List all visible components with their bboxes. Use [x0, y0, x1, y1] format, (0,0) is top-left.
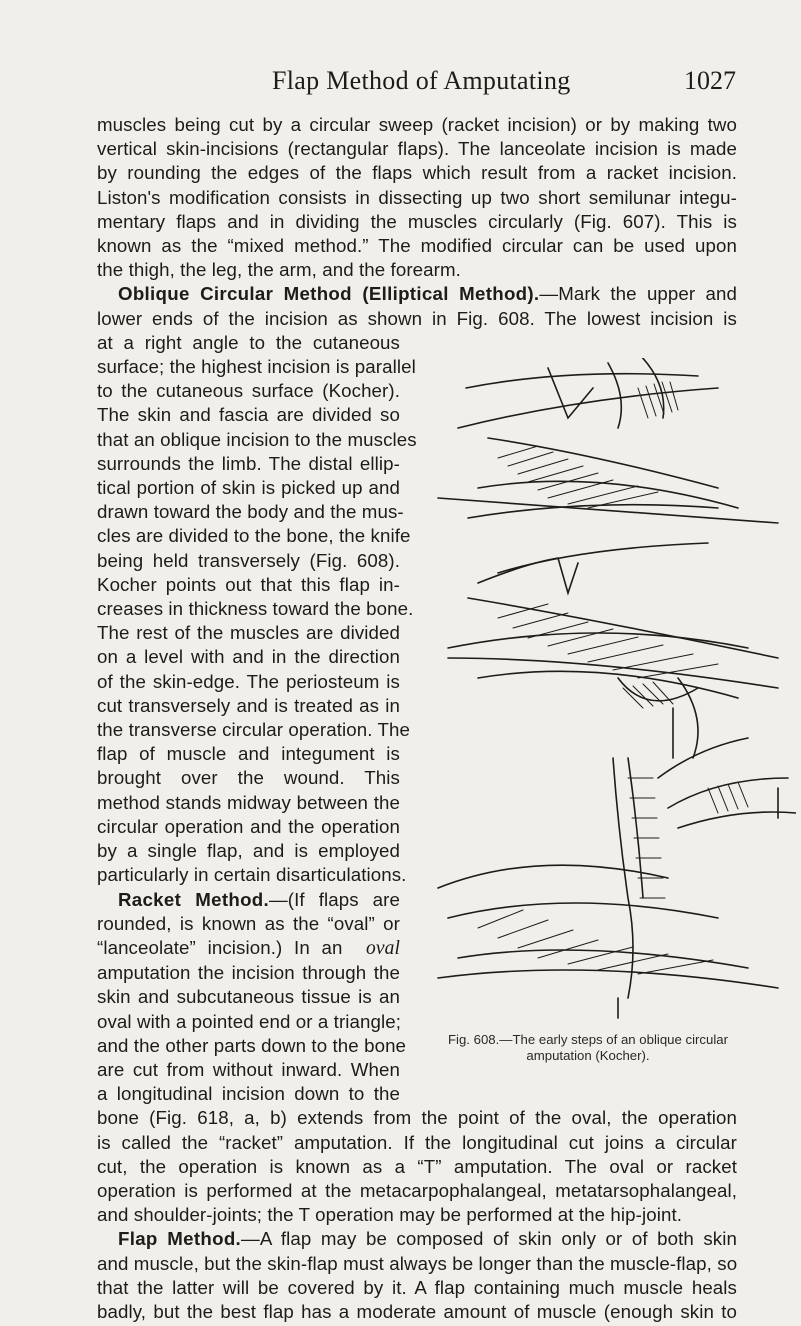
- text-line: oval with a pointed end or a triangle;: [97, 1010, 402, 1032]
- figure-caption: [418, 1032, 758, 1064]
- text-line: operation is performed at the metacarpophalangeal, metatarsophalangeal,: [97, 1179, 737, 1201]
- text-line: muscles being cut by a circular sweep (racket incision) or by making two: [97, 114, 737, 135]
- section-heading-flap: Flap Method.: [118, 1228, 242, 1250]
- figure-608-illustration: [418, 358, 796, 1022]
- text-line: and the other parts down to the bone: [97, 1034, 407, 1056]
- caption-line: amputation (Kocher).: [526, 1048, 650, 1063]
- text-line: surrounds the limb. The distal ellip-: [97, 452, 400, 474]
- section-heading-racket: Racket Method.: [118, 888, 270, 910]
- text-line: a longitudinal incision down to the: [97, 1083, 400, 1105]
- text-line: Kocher points out that this flap in-: [97, 573, 400, 595]
- text-line: flap of muscle and integument is: [97, 743, 400, 765]
- text-line: brought over the wound. This: [97, 767, 400, 789]
- text-line: the transverse circular operation. The: [97, 719, 410, 741]
- text-line: of the skin-edge. The periosteum is: [97, 670, 400, 692]
- text-run: “lanceolate” incision.) In an: [97, 936, 343, 958]
- text-run: —(If flaps are: [269, 888, 400, 910]
- text-line: are cut from without inward. When: [97, 1058, 400, 1080]
- text-line-with-italic: [97, 936, 400, 961]
- text-line: tical portion of skin is picked up and: [97, 477, 400, 499]
- text-line: method stands midway between the: [97, 791, 400, 813]
- text-line: by a single flap, and is employed: [97, 840, 400, 862]
- text-line: bone (Fig. 618, a, b) extends from the point of the oval, the operation: [97, 1107, 737, 1129]
- running-header: [0, 66, 801, 102]
- section-flap-first-line: [97, 1227, 737, 1251]
- text-line: creases in thickness toward the bone.: [97, 598, 414, 620]
- text-line: Liston's modification consists in dissecting up two short semilunar integu-: [97, 186, 737, 208]
- text-line: and shoulder-joints; the T operation may be performed at the hip-joint.: [97, 1204, 683, 1226]
- text-line: mentary flaps and in dividing the muscles circularly (Fig. 607). This is: [97, 210, 737, 232]
- figure-step-2: [448, 543, 778, 758]
- text-line: by rounding the edges of the flaps which result from a racket incision.: [97, 162, 737, 184]
- text-line: to the cutaneous surface (Kocher).: [97, 380, 400, 402]
- figure-step-3: [438, 738, 796, 1018]
- figure-step-1: [438, 358, 778, 523]
- text-line: at a right angle to the cutaneous: [97, 331, 400, 353]
- text-line: vertical skin-incisions (rectangular flaps). The lanceolate incision is made: [97, 138, 737, 160]
- text-line: lower ends of the incision as shown in Fig. 608. The lowest incision is: [97, 307, 737, 329]
- text-line: amputation the incision through the: [97, 962, 400, 984]
- text-line: the thigh, the leg, the arm, and the forearm.: [97, 259, 461, 281]
- caption-line: Fig. 608.—The early steps of an oblique circular: [447, 1032, 728, 1047]
- text-run: —Mark the upper and: [539, 283, 737, 305]
- text-line: cles are divided to the bone, the knife: [97, 525, 411, 547]
- text-line: cut transversely and is treated as in: [97, 694, 400, 716]
- text-line: being held transversely (Fig. 608).: [97, 549, 400, 571]
- section-racket-first-line: [97, 888, 400, 912]
- text-line: The skin and fascia are divided so: [97, 404, 400, 426]
- text-line: drawn toward the body and the mus-: [97, 501, 404, 523]
- running-title: Flap Method of Amputating: [272, 66, 571, 95]
- text-line: that the latter will be covered by it. A flap containing much muscle heals: [97, 1276, 737, 1298]
- text-line: The rest of the muscles are divided: [97, 622, 400, 644]
- hatching-2: [498, 604, 718, 708]
- text-line: on a level with and in the direction: [97, 646, 400, 668]
- italic-word: oval: [366, 937, 400, 959]
- text-line: known as the “mixed method.” The modified circular can be used upon: [97, 235, 737, 257]
- amputation-illustration: [418, 358, 796, 1022]
- text-run: —A flap may be composed of skin only or of both skin: [241, 1228, 737, 1250]
- text-line: rounded, is known as the “oval” or: [97, 912, 400, 934]
- text-line: skin and subcutaneous tissue is an: [97, 986, 400, 1008]
- section-heading-oblique: Oblique Circular Method (Elliptical Method).: [118, 283, 540, 305]
- text-line: that an oblique incision to the muscles: [97, 428, 417, 450]
- page-number: 1027: [684, 66, 736, 95]
- section-oblique-first-line: [97, 282, 737, 306]
- text-line: badly, but the best flap has a moderate amount of muscle (enough skin to: [97, 1300, 737, 1322]
- text-line: cut, the operation is known as a “T” amputation. The oval or racket: [97, 1155, 737, 1177]
- text-line: particularly in certain disarticulations.: [97, 864, 407, 886]
- text-line: and muscle, but the skin-flap must always be longer than the muscle-flap, so: [97, 1252, 738, 1274]
- text-line: surface; the highest incision is parallel: [97, 356, 416, 378]
- text-line: circular operation and the operation: [97, 815, 400, 837]
- hatching-3: [478, 778, 748, 974]
- text-line: is called the “racket” amputation. If the longitudinal cut joins a circular: [97, 1131, 737, 1153]
